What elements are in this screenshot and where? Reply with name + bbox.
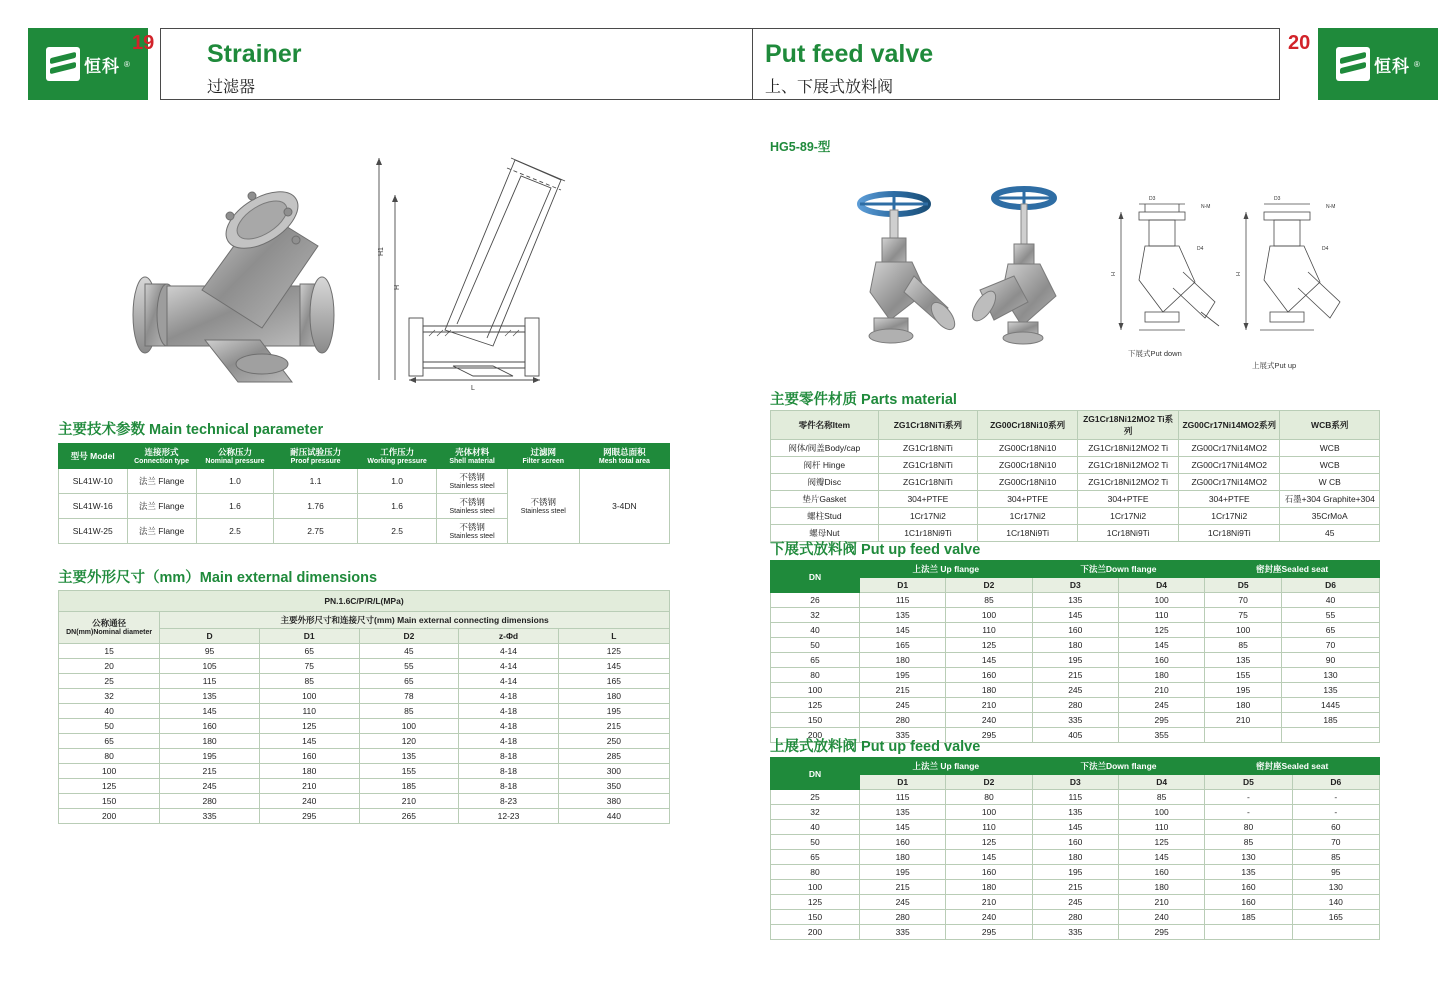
- page-number-left: 19: [132, 32, 155, 54]
- model-code-label: HG5-89-型: [770, 140, 831, 154]
- cell-proof: 1.1: [274, 469, 357, 494]
- th-dn: DN: [771, 561, 860, 593]
- svg-text:D4: D4: [1322, 246, 1329, 252]
- strainer-photo: [110, 150, 360, 390]
- title-bar-left: [160, 28, 768, 100]
- th-d1: D1: [860, 578, 946, 593]
- registered-icon: ®: [124, 59, 130, 69]
- left-section1-title: 主要技术参数 Main technical parameter: [58, 422, 324, 438]
- registered-icon: ®: [1414, 59, 1420, 69]
- table-subheader-row: [771, 578, 1380, 593]
- title-bar-right: [752, 28, 1280, 100]
- logo-left-cn: 恒科: [84, 56, 121, 76]
- dim-group-row: [59, 612, 670, 629]
- table-row: 125 245 210 185 8-18 350: [59, 779, 670, 794]
- left-section2-title: 主要外形尺寸（mm）Main external dimensions: [58, 570, 378, 586]
- svg-text:D4: D4: [1197, 246, 1204, 252]
- cell-working: 1.0: [357, 469, 437, 494]
- th-series4: ZG00Cr17Ni14MO2系列: [1179, 411, 1280, 440]
- table-header-row: [771, 561, 1380, 578]
- strainer-line-drawing: [365, 140, 595, 390]
- table-subheader-row: [771, 775, 1380, 790]
- table-row: 阀瓣Disc ZG1Cr18NiTi ZG00Cr18Ni10 ZG1Cr18Ni12MO2 Ti ZG00Cr17Ni14MO2 W CB: [771, 474, 1380, 491]
- table-row: 15 95 65 45 4-14 125: [59, 644, 670, 659]
- cell-proof: 1.76: [274, 494, 357, 519]
- brand-mark-icon: [1336, 47, 1370, 81]
- th-shell: 壳体材料 Shell material: [437, 444, 507, 469]
- table-row: 25 115 85 65 4-14 165: [59, 674, 670, 689]
- valve-drawing-up: [1230, 190, 1350, 355]
- brand-mark-icon: [46, 47, 80, 81]
- cell-nominal: 2.5: [196, 519, 274, 544]
- th-connection: 连接形式 Connection type: [127, 444, 196, 469]
- th-d6: D6: [1292, 775, 1379, 790]
- cell-shell: 不锈钢 Stainless steel: [437, 519, 507, 544]
- table-row: 125 245 210 245 210 160 140: [771, 895, 1380, 910]
- table-row: 32 135 100 135 100 - -: [771, 805, 1380, 820]
- down-valve-title: 下展式放料阀 Put up feed valve: [770, 542, 981, 558]
- th-item: 零件名称Item: [771, 411, 879, 440]
- svg-text:D3: D3: [1149, 196, 1156, 202]
- dim-col-d1: D1: [259, 629, 359, 644]
- th-sealed-seat: 密封座Sealed seat: [1205, 561, 1380, 578]
- table-row: 65 180 145 180 145 130 85: [771, 850, 1380, 865]
- cell-model: SL41W-25: [59, 519, 128, 544]
- cell-shell: 不锈钢 Stainless steel: [437, 469, 507, 494]
- table-row: 80 195 160 135 8-18 285: [59, 749, 670, 764]
- table-row: 螺母Nut 1C1r18Ni9Ti 1Cr18Ni9Ti 1Cr18Ni9Ti 1Cr18Ni9Ti 45: [771, 525, 1380, 542]
- th-series2: ZG00Cr18Ni10系列: [978, 411, 1078, 440]
- valve-photo-up: [960, 180, 1090, 355]
- th-d4: D4: [1118, 578, 1204, 593]
- th-d1: D1: [860, 775, 946, 790]
- svg-text:N-M: N-M: [1201, 204, 1211, 210]
- th-d5: D5: [1205, 775, 1292, 790]
- th-series1: ZG1Cr18NiTi系列: [878, 411, 978, 440]
- table-row: 200 335 295 265 12-23 440: [59, 809, 670, 824]
- logo-left: [28, 28, 148, 100]
- svg-text:H: H: [394, 284, 401, 290]
- table-row: 26 115 85 135 100 70 40: [771, 593, 1380, 608]
- th-series5: WCB系列: [1280, 411, 1380, 440]
- th-d2: D2: [946, 578, 1032, 593]
- table-row: 20 105 75 55 4-14 145: [59, 659, 670, 674]
- svg-text:H: H: [1111, 272, 1117, 276]
- caption-put-up: 上展式Put up: [1252, 361, 1297, 370]
- cell-nominal: 1.0: [196, 469, 274, 494]
- th-proof: 耐压试验压力 Proof pressure: [274, 444, 357, 469]
- table-row: 垫片Gasket 304+PTFE 304+PTFE 304+PTFE 304+PTFE 石墨+304 Graphite+304: [771, 491, 1380, 508]
- table-row: 65 180 145 195 160 135 90: [771, 653, 1380, 668]
- page-title-left-en: Strainer: [207, 40, 302, 68]
- dim-col-zd: z-Φd: [459, 629, 559, 644]
- th-mesh: 网眼总面积 Mesh total area: [579, 444, 669, 469]
- up-valve-title: 上展式放料阀 Put up feed valve: [770, 739, 981, 755]
- technical-parameter-table: [58, 443, 670, 544]
- table-row: 125 245 210 280 245 180 1445: [771, 698, 1380, 713]
- th-screen: 过滤网 Filter screen: [507, 444, 579, 469]
- dim-col-l: L: [558, 629, 669, 644]
- cell-nominal: 1.6: [196, 494, 274, 519]
- valve-drawing-down: [1105, 190, 1225, 355]
- svg-text:D3: D3: [1274, 196, 1281, 202]
- table-row: 40 145 110 160 125 100 65: [771, 623, 1380, 638]
- th-dn: DN: [771, 758, 860, 790]
- th-down-flange: 下法兰Down flange: [1032, 758, 1205, 775]
- th-up-flange: 上法兰 Up flange: [860, 561, 1033, 578]
- th-model: 型号 Model: [59, 444, 128, 469]
- table-row: 150 280 240 280 240 185 165: [771, 910, 1380, 925]
- table-row: 40 145 110 145 110 80 60: [771, 820, 1380, 835]
- cell-working: 1.6: [357, 494, 437, 519]
- cell-model: SL41W-16: [59, 494, 128, 519]
- svg-text:H1: H1: [378, 247, 385, 256]
- th-nominal: 公称压力 Nominal pressure: [196, 444, 274, 469]
- th-d5: D5: [1205, 578, 1282, 593]
- table-row: 25 115 80 115 85 - -: [771, 790, 1380, 805]
- logo-right: [1318, 28, 1438, 100]
- dim-col-d: D: [160, 629, 260, 644]
- parts-material-title: 主要零件材质 Parts material: [770, 392, 957, 408]
- cell-screen: 不锈钢 Stainless steel: [507, 469, 579, 544]
- cell-connection: 法兰 Flange: [127, 494, 196, 519]
- th-d6: D6: [1282, 578, 1380, 593]
- svg-text:N-M: N-M: [1326, 204, 1336, 210]
- table-row: 200 335 295 405 355: [771, 728, 1380, 743]
- table-row: 32 135 100 78 4-18 180: [59, 689, 670, 704]
- table-header-row: [59, 444, 670, 469]
- page-title-right-en: Put feed valve: [765, 40, 934, 68]
- dim-dn-header: 公称通径 DN(mm)Nominal diameter: [59, 612, 160, 644]
- th-d3: D3: [1032, 775, 1118, 790]
- dim-col-d2: D2: [359, 629, 459, 644]
- table-header-row: [771, 411, 1380, 440]
- table-row: 100 215 180 245 210 195 135: [771, 683, 1380, 698]
- caption-put-down: 下展式Put down: [1128, 349, 1182, 358]
- table-row: 200 335 295 335 295: [771, 925, 1380, 940]
- cell-mesh: 3-4DN: [579, 469, 669, 544]
- dim-top-row: [59, 591, 670, 612]
- th-d3: D3: [1032, 578, 1118, 593]
- up-feed-valve-table: [770, 757, 1380, 940]
- svg-text:L: L: [471, 385, 475, 390]
- table-row: 65 180 145 120 4-18 250: [59, 734, 670, 749]
- table-row: 阀体/阀盖Body/cap ZG1Cr18NiTi ZG00Cr18Ni10 ZG1Cr18Ni12MO2 Ti ZG00Cr17Ni14MO2 WCB: [771, 440, 1380, 457]
- down-feed-valve-table: [770, 560, 1380, 743]
- th-up-flange: 上法兰 Up flange: [860, 758, 1033, 775]
- th-working: 工作压力 Working pressure: [357, 444, 437, 469]
- dim-group-header: 主要外形尺寸和连接尺寸(mm) Main external connecting dimensions: [160, 612, 670, 629]
- table-row: 40 145 110 85 4-18 195: [59, 704, 670, 719]
- valve-photo-down: [830, 180, 960, 355]
- table-row: 50 160 125 160 125 85 70: [771, 835, 1380, 850]
- table-row: 150 280 240 210 8-23 380: [59, 794, 670, 809]
- cell-connection: 法兰 Flange: [127, 469, 196, 494]
- table-row: 阀杆 Hinge ZG1Cr18NiTi ZG00Cr18Ni10 ZG1Cr18Ni12MO2 Ti ZG00Cr17Ni14MO2 WCB: [771, 457, 1380, 474]
- th-d2: D2: [946, 775, 1032, 790]
- page-title-left-cn: 过滤器: [207, 79, 256, 96]
- page-title-right-cn: 上、下展式放料阀: [765, 79, 894, 96]
- table-row: 80 195 160 195 160 135 95: [771, 865, 1380, 880]
- page-number-right: 20: [1288, 32, 1311, 54]
- th-down-flange: 下法兰Down flange: [1032, 561, 1205, 578]
- table-row: 50 160 125 100 4-18 215: [59, 719, 670, 734]
- table-row: [59, 469, 670, 494]
- parts-material-table: [770, 410, 1380, 542]
- cell-shell: 不锈钢 Stainless steel: [437, 494, 507, 519]
- main-dimensions-table: [58, 590, 670, 824]
- cell-model: SL41W-10: [59, 469, 128, 494]
- th-sealed-seat: 密封座Sealed seat: [1205, 758, 1380, 775]
- th-series3: ZG1Cr18Ni12MO2 Ti系列: [1078, 411, 1179, 440]
- table-header-row: [771, 758, 1380, 775]
- svg-text:H: H: [1236, 272, 1242, 276]
- logo-right-cn: 恒科: [1374, 56, 1411, 76]
- cell-connection: 法兰 Flange: [127, 519, 196, 544]
- table-row: 100 215 180 155 8-18 300: [59, 764, 670, 779]
- th-d4: D4: [1118, 775, 1204, 790]
- table-row: 50 165 125 180 145 85 70: [771, 638, 1380, 653]
- table-row: 150 280 240 335 295 210 185: [771, 713, 1380, 728]
- table-row: 32 135 100 145 110 75 55: [771, 608, 1380, 623]
- table-row: 螺柱Stud 1Cr17Ni2 1Cr17Ni2 1Cr17Ni2 1Cr17Ni2 35CrMoA: [771, 508, 1380, 525]
- table-row: 80 195 160 215 180 155 130: [771, 668, 1380, 683]
- dim-pn-label: PN.1.6C/P/R/L(MPa): [59, 591, 670, 612]
- cell-working: 2.5: [357, 519, 437, 544]
- table-row: 100 215 180 215 180 160 130: [771, 880, 1380, 895]
- cell-proof: 2.75: [274, 519, 357, 544]
